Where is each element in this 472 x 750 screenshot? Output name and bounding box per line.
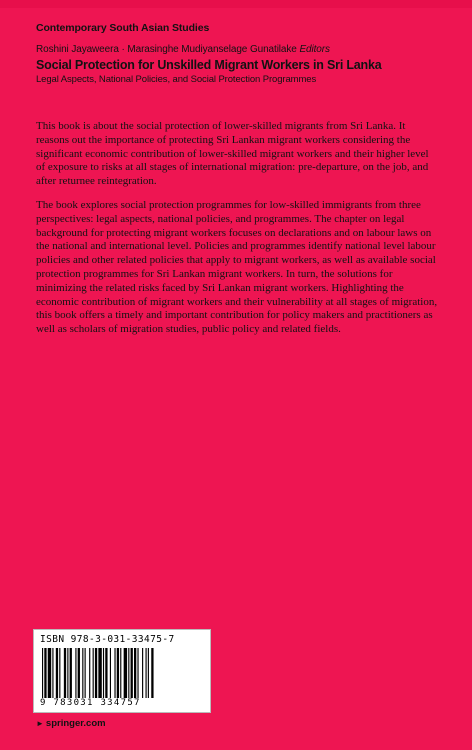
editor-names: Roshini Jayaweera · Marasinghe Mudiyanselage Gunatilake (36, 44, 297, 55)
book-description (36, 120, 440, 347)
barcode-bars (40, 648, 204, 700)
publisher-link[interactable] (36, 718, 106, 729)
barcode-digits: 9 783031 334757 (40, 698, 204, 708)
book-title: Social Protection for Unskilled Migrant Workers in Sri Lanka (36, 58, 382, 72)
isbn-barcode (33, 629, 211, 713)
cover-header (36, 22, 456, 85)
editors-role: Editors (299, 44, 330, 55)
editors-line (36, 44, 456, 55)
top-band (0, 0, 472, 8)
series-name: Contemporary South Asian Studies (36, 22, 210, 34)
arrow-right-icon: ► (36, 719, 44, 728)
publisher-url: springer.com (45, 718, 106, 729)
isbn-label: ISBN 978-3-031-33475-7 (40, 634, 175, 645)
description-paragraph-1: This book is about the social protection of lower-skilled migrants from Sri Lanka. It reasons out the importance of protecting Sri Lankan migrant workers considering the significant economic contribution of lower-skilled migrant workers and their higher level of exposure to risks at all stages of international migration: pre-departure, on the job, and after returnee reintegration. (36, 120, 429, 188)
book-subtitle: Legal Aspects, National Policies, and Social Protection Programmes (36, 74, 317, 85)
description-paragraph-2: The book explores social protection programmes for low-skilled immigrants from three perspectives: legal aspects, national policies, and programmes. The chapter on legal background for protecting migrant workers focuses on declarations and on labour laws on the national and international level. Policies and programmes identify national level labour policies and other related policies that apply to migrant workers, as well as available social protection programmes for Sri Lankan migrant workers. In turn, the solutions for minimizing the related risks faced by Sri Lankan migrant workers. Highlighting the economic contribution of migrant workers and their vulnerability at all stages of migration, this book offers a timely and important contribution for policy makers and practitioners as well as scholars of migration studies, public policy and related fields. (36, 198, 438, 336)
